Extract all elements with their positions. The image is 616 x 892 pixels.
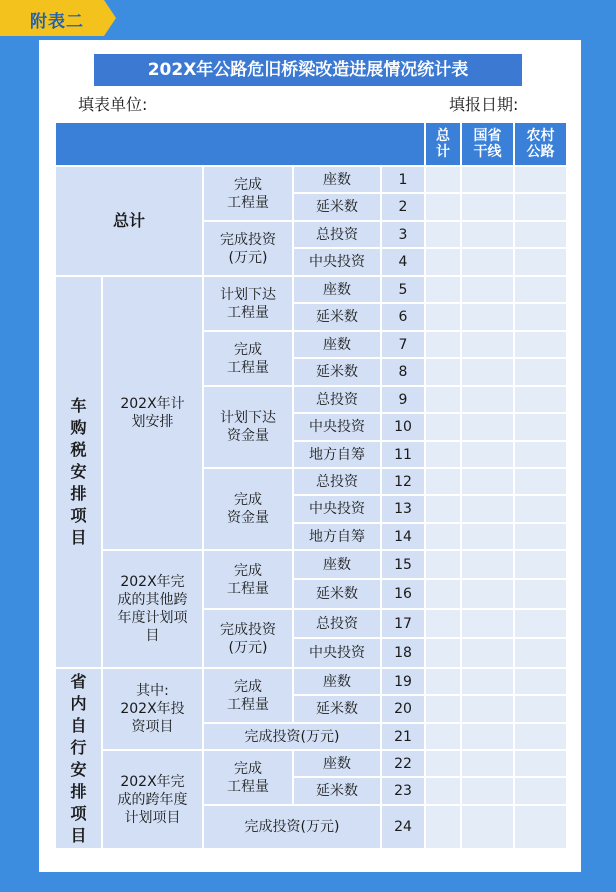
- row-number: 19: [381, 668, 425, 695]
- data-cell-national[interactable]: [461, 221, 514, 248]
- data-cell-national[interactable]: [461, 638, 514, 668]
- category-plan-funds: 计划下达 资金量: [203, 386, 293, 468]
- row-number: 14: [381, 523, 425, 550]
- data-cell-rural[interactable]: [514, 723, 567, 750]
- data-cell-total[interactable]: [425, 193, 461, 221]
- item-label: 总投资: [293, 609, 381, 638]
- category-plan-work: 计划下达 工程量: [203, 276, 293, 331]
- data-cell-rural[interactable]: [514, 523, 567, 550]
- row-number: 2: [381, 193, 425, 221]
- data-cell-total[interactable]: [425, 723, 461, 750]
- data-cell-rural[interactable]: [514, 750, 567, 777]
- item-label: 座数: [293, 750, 381, 777]
- item-label: 总投资: [293, 386, 381, 413]
- item-label: 总投资: [293, 221, 381, 248]
- row-number: 18: [381, 638, 425, 668]
- row-number: 8: [381, 358, 425, 386]
- data-cell-rural[interactable]: [514, 221, 567, 248]
- row-number: 12: [381, 468, 425, 495]
- row-number: 7: [381, 331, 425, 358]
- header-rural-road: 农村 公路: [514, 122, 567, 166]
- category-done-invest: 完成投资 (万元): [203, 221, 293, 276]
- item-label: 延米数: [293, 303, 381, 331]
- item-label: 座数: [293, 668, 381, 695]
- data-cell-total[interactable]: [425, 609, 461, 638]
- category-done-invest-inline: 完成投资(万元): [203, 723, 381, 750]
- data-cell-rural[interactable]: [514, 193, 567, 221]
- category-done-funds: 完成 资金量: [203, 468, 293, 550]
- item-label: 座数: [293, 331, 381, 358]
- row-number: 13: [381, 495, 425, 523]
- row-number: 22: [381, 750, 425, 777]
- row-number: 10: [381, 413, 425, 441]
- subgroup-of-which: 其中: 202X年投 资项目: [102, 668, 203, 750]
- data-cell-rural[interactable]: [514, 468, 567, 495]
- data-cell-rural[interactable]: [514, 248, 567, 276]
- data-cell-total[interactable]: [425, 468, 461, 495]
- subgroup-plan: 202X年计 划安排: [102, 276, 203, 550]
- data-cell-national[interactable]: [461, 579, 514, 609]
- subgroup-cross-year-done: 202X年完 成的其他跨 年度计划项 目: [102, 550, 203, 668]
- data-cell-rural[interactable]: [514, 386, 567, 413]
- subgroup-provincial-cross-year: 202X年完 成的跨年度 计划项目: [102, 750, 203, 849]
- item-label: 座数: [293, 166, 381, 193]
- data-cell-rural[interactable]: [514, 441, 567, 468]
- item-label: 座数: [293, 550, 381, 579]
- data-cell-national[interactable]: [461, 695, 514, 723]
- fill-date-label: 填报日期:: [449, 95, 519, 114]
- row-number: 24: [381, 805, 425, 849]
- header-blank-cell: [55, 122, 425, 166]
- data-cell-total[interactable]: [425, 276, 461, 303]
- item-label: 延米数: [293, 193, 381, 221]
- data-cell-national[interactable]: [461, 523, 514, 550]
- data-cell-rural[interactable]: [514, 805, 567, 849]
- header-national-trunk: 国省 干线: [461, 122, 514, 166]
- group-purchase-tax: 车 购 税 安 排 项 目: [55, 276, 102, 668]
- data-cell-national[interactable]: [461, 441, 514, 468]
- data-cell-rural[interactable]: [514, 695, 567, 723]
- item-label: 中央投资: [293, 413, 381, 441]
- category-done-invest-inline: 完成投资(万元): [203, 805, 381, 849]
- data-cell-total[interactable]: [425, 523, 461, 550]
- category-done-work: 完成 工程量: [203, 550, 293, 609]
- data-cell-national[interactable]: [461, 358, 514, 386]
- data-cell-rural[interactable]: [514, 276, 567, 303]
- row-number: 5: [381, 276, 425, 303]
- data-cell-rural[interactable]: [514, 777, 567, 805]
- data-cell-rural[interactable]: [514, 668, 567, 695]
- data-cell-national[interactable]: [461, 777, 514, 805]
- table-title: 202X年公路危旧桥梁改造进展情况统计表: [94, 54, 522, 86]
- data-cell-national[interactable]: [461, 668, 514, 695]
- item-label: 地方自筹: [293, 523, 381, 550]
- data-cell-national[interactable]: [461, 723, 514, 750]
- data-cell-national[interactable]: [461, 413, 514, 441]
- data-cell-national[interactable]: [461, 386, 514, 413]
- data-cell-total[interactable]: [425, 221, 461, 248]
- data-cell-rural[interactable]: [514, 331, 567, 358]
- data-cell-rural[interactable]: [514, 413, 567, 441]
- data-cell-total[interactable]: [425, 441, 461, 468]
- data-cell-total[interactable]: [425, 495, 461, 523]
- data-cell-total[interactable]: [425, 750, 461, 777]
- data-cell-rural[interactable]: [514, 358, 567, 386]
- item-label: 中央投资: [293, 638, 381, 668]
- data-cell-total[interactable]: [425, 358, 461, 386]
- data-cell-rural[interactable]: [514, 609, 567, 638]
- row-number: 16: [381, 579, 425, 609]
- fill-unit-label: 填表单位:: [78, 95, 148, 114]
- item-label: 地方自筹: [293, 441, 381, 468]
- data-cell-national[interactable]: [461, 166, 514, 193]
- row-number: 11: [381, 441, 425, 468]
- row-number: 20: [381, 695, 425, 723]
- item-label: 延米数: [293, 695, 381, 723]
- item-label: 延米数: [293, 777, 381, 805]
- data-cell-national[interactable]: [461, 331, 514, 358]
- data-cell-rural[interactable]: [514, 579, 567, 609]
- data-cell-national[interactable]: [461, 495, 514, 523]
- data-cell-total[interactable]: [425, 248, 461, 276]
- item-label: 延米数: [293, 579, 381, 609]
- row-number: 1: [381, 166, 425, 193]
- data-cell-total[interactable]: [425, 777, 461, 805]
- data-cell-national[interactable]: [461, 609, 514, 638]
- data-cell-national[interactable]: [461, 303, 514, 331]
- group-total: 总计: [55, 166, 203, 276]
- row-number: 9: [381, 386, 425, 413]
- data-cell-total[interactable]: [425, 695, 461, 723]
- header-total: 总 计: [425, 122, 461, 166]
- data-cell-total[interactable]: [425, 303, 461, 331]
- row-number: 3: [381, 221, 425, 248]
- data-cell-national[interactable]: [461, 750, 514, 777]
- row-number: 15: [381, 550, 425, 579]
- data-cell-national[interactable]: [461, 468, 514, 495]
- category-done-work: 完成 工程量: [203, 331, 293, 386]
- data-cell-total[interactable]: [425, 331, 461, 358]
- item-label: 中央投资: [293, 495, 381, 523]
- group-provincial: 省 内 自 行 安 排 项 目: [55, 668, 102, 849]
- data-cell-total[interactable]: [425, 638, 461, 668]
- data-cell-total[interactable]: [425, 386, 461, 413]
- data-cell-rural[interactable]: [514, 166, 567, 193]
- row-number: 21: [381, 723, 425, 750]
- data-cell-total[interactable]: [425, 166, 461, 193]
- item-label: 座数: [293, 276, 381, 303]
- item-label: 中央投资: [293, 248, 381, 276]
- item-label: 延米数: [293, 358, 381, 386]
- row-number: 17: [381, 609, 425, 638]
- data-cell-national[interactable]: [461, 248, 514, 276]
- category-done-work: 完成 工程量: [203, 668, 293, 723]
- data-cell-national[interactable]: [461, 193, 514, 221]
- data-cell-national[interactable]: [461, 550, 514, 579]
- data-cell-rural[interactable]: [514, 550, 567, 579]
- item-label: 总投资: [293, 468, 381, 495]
- data-cell-total[interactable]: [425, 805, 461, 849]
- category-done-invest: 完成投资 (万元): [203, 609, 293, 668]
- data-cell-total[interactable]: [425, 413, 461, 441]
- data-cell-total[interactable]: [425, 579, 461, 609]
- row-number: 6: [381, 303, 425, 331]
- category-done-work: 完成 工程量: [203, 166, 293, 221]
- data-cell-total[interactable]: [425, 668, 461, 695]
- data-cell-national[interactable]: [461, 276, 514, 303]
- data-cell-rural[interactable]: [514, 638, 567, 668]
- category-done-work: 完成 工程量: [203, 750, 293, 805]
- row-number: 4: [381, 248, 425, 276]
- row-number: 23: [381, 777, 425, 805]
- data-cell-total[interactable]: [425, 550, 461, 579]
- appendix-tag-label: 附表二: [30, 12, 84, 32]
- data-cell-rural[interactable]: [514, 303, 567, 331]
- data-cell-rural[interactable]: [514, 495, 567, 523]
- statistics-table: [55, 122, 567, 849]
- data-cell-national[interactable]: [461, 805, 514, 849]
